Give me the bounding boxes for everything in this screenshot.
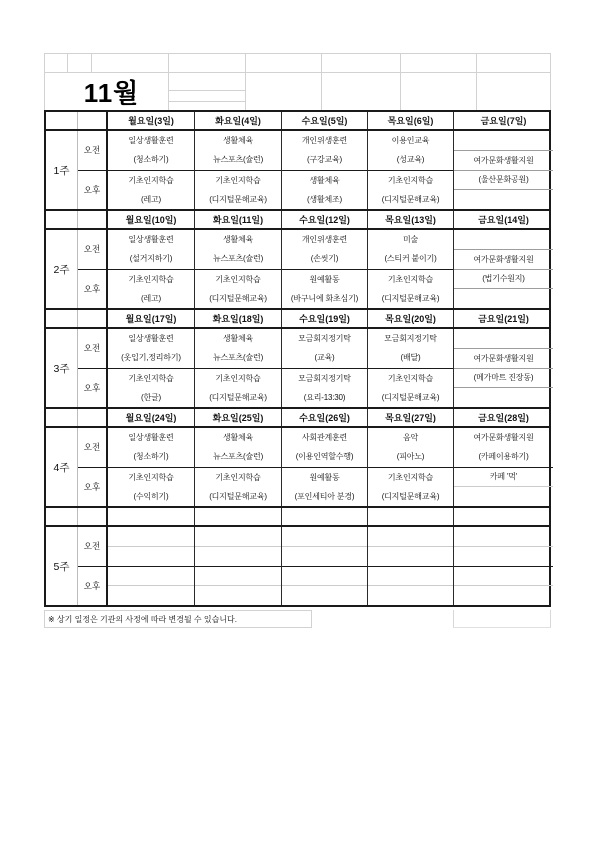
activity-detail: 뉴스포츠(슐런) [212,254,264,264]
activity-cell [282,171,367,210]
activity-title: 음악 [402,433,419,443]
afternoon-label: 오후 [83,481,101,492]
faint-cell [453,610,551,628]
activity-title: 기초인지학습 [387,274,434,284]
activity-title: 여가문화생활지원 [454,250,553,270]
corner-cell [46,112,78,129]
corner-cell [46,211,78,228]
empty-cell [282,547,367,566]
spacer [312,610,453,628]
activity-title: 모금회지정기탁 [384,334,437,344]
activity-detail: (포인세티아 분경) [294,491,355,501]
friday-column [454,230,553,308]
activity-title: 생활체육 [309,175,340,185]
empty-cell [454,527,553,567]
corner-cell [78,508,108,525]
activity-cell [195,171,281,210]
activity-detail: (디지털문해교육) [381,491,440,501]
day-header [368,508,454,525]
activity-cell [368,230,453,270]
title-band [44,72,551,111]
week-label: 4주 [46,428,78,506]
empty-cell [108,567,194,606]
afternoon-label: 오후 [83,382,101,393]
empty-cell [454,230,553,250]
empty-cell [195,527,281,547]
wednesday-column [282,329,368,407]
tuesday-column [195,230,282,308]
activity-cell [368,171,453,210]
day-header: 수요일(19일) [282,310,368,327]
activity-cell [282,131,367,171]
activity-detail: (법기수원지) [454,270,553,290]
empty-cell [368,567,453,587]
activity-title: 일상생활훈련 [128,136,174,146]
morning-label: 오전 [78,527,106,567]
empty-cell [368,547,453,566]
morning-label: 오전 [78,230,106,270]
activity-title: 여가문화생활지원 [473,433,534,443]
corner-cell [78,409,108,426]
activity-detail: (디지털문해교육) [209,293,267,303]
activity-detail: (청소하기) [133,452,169,462]
day-header: 화요일(18일) [195,310,282,327]
afternoon-label: 오후 [83,580,101,591]
activity-cell [368,428,453,468]
empty-cell [368,586,453,605]
morning-label: 오전 [78,131,106,171]
monday-column [108,428,195,506]
monday-column [108,131,195,209]
ampm-column [78,131,108,209]
week-block-5 [46,506,549,605]
day-header [108,508,195,525]
tuesday-column [195,428,282,506]
friday-column [454,428,553,506]
monday-column [108,329,195,407]
activity-title: 기초인지학습 [128,175,174,185]
activity-title: 기초인지학습 [128,373,174,383]
schedule-table [44,110,551,607]
activity-detail: (스티커 붙이기) [384,254,437,264]
activity-title: 개인위생훈련 [301,235,348,245]
faint-cell [322,73,401,110]
day-header [195,508,282,525]
activity-cell [195,369,281,408]
wednesday-column [282,527,368,605]
corner-cell [46,508,78,525]
empty-cell [454,567,553,606]
activity-title: 모금회지정기탁 [298,373,351,383]
activity-title: 기초인지학습 [387,175,434,185]
activity-cell [454,468,553,507]
empty-cell [108,527,194,567]
day-header: 월요일(17일) [108,310,195,327]
day-header: 수요일(26일) [282,409,368,426]
activity-cell [108,369,194,408]
activity-cell [108,329,194,369]
faint-cell [401,73,477,110]
thursday-column [368,131,454,209]
day-header: 화요일(25일) [195,409,282,426]
faint-cell [169,54,246,72]
activity-title: 이용인교육 [391,136,430,146]
afternoon-label: 오후 [83,184,101,195]
faint-cell [68,54,92,72]
activity-title: 여가문화생활지원 [454,151,553,171]
week-body [46,428,549,506]
activity-cell [282,230,367,270]
activity-detail: (청소하기) [133,155,169,165]
day-header: 목요일(6일) [368,112,454,129]
faint-cell [477,73,550,110]
week-body [46,131,549,209]
activity-detail: (설거지하기) [129,254,173,264]
tuesday-column [195,131,282,209]
empty-cell [454,131,553,151]
week-body [46,527,549,605]
day-header-row [46,211,549,230]
wednesday-column [282,230,368,308]
empty-cell [454,190,553,209]
day-header [454,508,553,525]
activity-detail: (디지털문해교육) [381,392,440,402]
empty-cell [108,567,194,587]
activity-detail: (디지털문해교육) [209,392,267,402]
activity-title: 사회관계훈련 [301,433,348,443]
empty-cell [108,547,194,566]
activity-detail: (구강교육) [306,155,343,165]
friday-column [454,527,553,605]
week-label: 2주 [46,230,78,308]
monday-column [108,527,195,605]
day-header-row [46,112,549,131]
activity-title: 원예활동 [309,274,340,284]
empty-cell [368,567,453,606]
activity-title: 모금회지정기탁 [298,334,351,344]
corner-cell [46,409,78,426]
day-header: 목요일(13일) [368,211,454,228]
activity-title: 일상생활훈련 [128,433,174,443]
ampm-column [78,230,108,308]
corner-cell [46,310,78,327]
empty-cell [454,567,553,587]
faint-cell [477,54,550,72]
activity-cell [108,428,194,468]
activity-detail: (교육) [314,353,335,363]
activity-detail: (요리-13:30) [303,392,346,402]
day-header [282,508,368,525]
activity-cell [282,428,367,468]
schedule-change-note: ※ 상기 일정은 기관의 사정에 따라 변경될 수 있습니다. [44,610,312,628]
week-body [46,230,549,308]
activity-title: 원예활동 [309,472,340,482]
activity-title: 기초인지학습 [128,274,174,284]
day-header: 금요일(28일) [478,413,529,423]
activity-detail: (이용인역할수행) [295,452,354,462]
faint-cell [169,73,245,91]
activity-cell [368,369,453,408]
tuesday-column [195,329,282,407]
activity-cell [282,329,367,369]
activity-cell [108,171,194,210]
corner-cell [78,310,108,327]
day-header-row [46,409,549,428]
activity-title: 생활체육 [222,235,254,245]
week-block-1 [46,112,549,209]
activity-cell [282,270,367,309]
empty-cell [108,586,194,605]
activity-title: 미술 [402,235,419,245]
activity-detail: (배달) [400,353,421,363]
friday-column [454,329,553,407]
faint-cell [322,54,401,72]
day-header: 수요일(12일) [282,211,368,228]
faint-cell [401,54,477,72]
wednesday-column [282,428,368,506]
morning-label: 오전 [78,428,106,468]
activity-detail: (레고) [141,293,161,303]
empty-cell [195,586,281,605]
activity-detail: (메가마트 진장동) [454,369,553,389]
empty-cell [282,586,367,605]
activity-detail: (디지털문해교육) [381,293,440,303]
corner-cell [78,211,108,228]
empty-cell [108,527,194,547]
empty-cell [282,567,367,606]
monday-column [108,230,195,308]
faint-split-cell [169,73,246,110]
activity-cell [282,369,367,408]
empty-cell [454,289,553,308]
ampm-column [78,428,108,506]
faint-cell [169,102,245,110]
activity-detail: (생활체조) [306,194,343,204]
activity-cell [368,329,453,369]
ampm-column [78,527,108,605]
ampm-column [78,329,108,407]
activity-detail: (디지털문해교육) [209,491,267,501]
activity-cell [195,329,281,369]
activity-title: 기초인지학습 [387,472,434,482]
day-header: 월요일(24일) [108,409,195,426]
thursday-column [368,329,454,407]
activity-detail: (성교육) [396,155,425,165]
week-block-2 [46,209,549,308]
activity-detail: 뉴스포츠(슐런) [212,452,264,462]
activity-cell [108,131,194,171]
empty-cell [454,547,553,566]
activity-cell [108,230,194,270]
activity-title: 일상생활훈련 [128,334,174,344]
day-header: 월요일(10일) [108,211,195,228]
empty-cell [454,329,553,349]
activity-title: 기초인지학습 [128,472,174,482]
day-header: 금요일(14일) [478,215,529,225]
activity-title: 기초인지학습 [215,175,261,185]
week-block-3 [46,308,549,407]
activity-title: 카페 '먹' [454,468,553,488]
day-header: 화요일(4일) [195,112,282,129]
activity-cell [108,270,194,309]
tuesday-column [195,527,282,605]
activity-detail: (손씻기) [310,254,339,264]
top-faint-row [44,53,551,72]
day-header-row [46,508,549,527]
activity-detail: (디지털문해교육) [381,194,440,204]
activity-detail: (피아노) [396,452,425,462]
activity-cell [368,131,453,171]
activity-cell [108,468,194,507]
day-header: 월요일(3일) [108,112,195,129]
activity-detail: (레고) [141,194,161,204]
day-header-row [46,310,549,329]
thursday-column [368,428,454,506]
activity-cell [195,131,281,171]
faint-cell [45,54,68,72]
thursday-column [368,527,454,605]
week-label: 3주 [46,329,78,407]
activity-title: 생활체육 [222,136,254,146]
activity-cell [195,230,281,270]
faint-cell [169,91,245,102]
day-header: 금요일(7일) [480,116,527,126]
faint-cell [246,54,322,72]
activity-title: 기초인지학습 [215,274,261,284]
day-header: 목요일(27일) [368,409,454,426]
week-label: 5주 [46,527,78,605]
activity-cell [454,428,553,468]
activity-detail: (울산문화공원) [454,171,553,191]
empty-cell [195,567,281,587]
empty-cell [368,527,453,547]
day-header: 목요일(20일) [368,310,454,327]
activity-title: 일상생활훈련 [128,235,174,245]
activity-detail: (카페이용하기) [478,452,529,462]
activity-cell [282,468,367,507]
activity-cell [368,468,453,507]
activity-cell [195,428,281,468]
empty-cell [454,527,553,547]
week-label: 1주 [46,131,78,209]
faint-cell [246,73,322,110]
activity-title: 생활체육 [222,433,254,443]
week-body [46,329,549,407]
activity-detail: (옷입기,정리하기) [121,353,181,363]
empty-cell [454,388,553,407]
activity-detail: (수익히기) [133,491,169,501]
activity-title: 생활체육 [222,334,254,344]
activity-title: 기초인지학습 [215,373,261,383]
thursday-column [368,230,454,308]
empty-cell [195,547,281,566]
afternoon-label: 오후 [83,283,101,294]
morning-label: 오전 [78,329,106,369]
day-header: 금요일(21일) [478,314,529,324]
activity-cell [195,270,281,309]
empty-cell [368,527,453,567]
activity-detail: (한글) [141,392,161,402]
wednesday-column [282,131,368,209]
spreadsheet-top-area [44,53,551,111]
month-title: 11월 [45,73,169,110]
activity-cell [368,270,453,309]
activity-title: 기초인지학습 [215,472,261,482]
friday-column [454,131,553,209]
empty-cell [454,487,553,506]
day-header: 화요일(11일) [195,211,282,228]
activity-detail: 뉴스포츠(슐런) [212,353,264,363]
footer-note-row [44,610,551,628]
activity-title: 기초인지학습 [387,373,434,383]
empty-cell [282,527,367,567]
activity-detail: 뉴스포츠(슐런) [212,155,264,165]
week-block-4 [46,407,549,506]
empty-cell [454,586,553,605]
activity-title: 여가문화생활지원 [454,349,553,369]
empty-cell [282,527,367,547]
empty-cell [195,527,281,567]
activity-detail: (바구니에 화초심기) [290,293,359,303]
day-header: 수요일(5일) [282,112,368,129]
activity-title: 개인위생훈련 [301,136,348,146]
empty-cell [195,567,281,606]
activity-cell [195,468,281,507]
empty-cell [282,567,367,587]
faint-cell [92,54,169,72]
corner-cell [78,112,108,129]
activity-detail: (디지털문해교육) [209,194,267,204]
